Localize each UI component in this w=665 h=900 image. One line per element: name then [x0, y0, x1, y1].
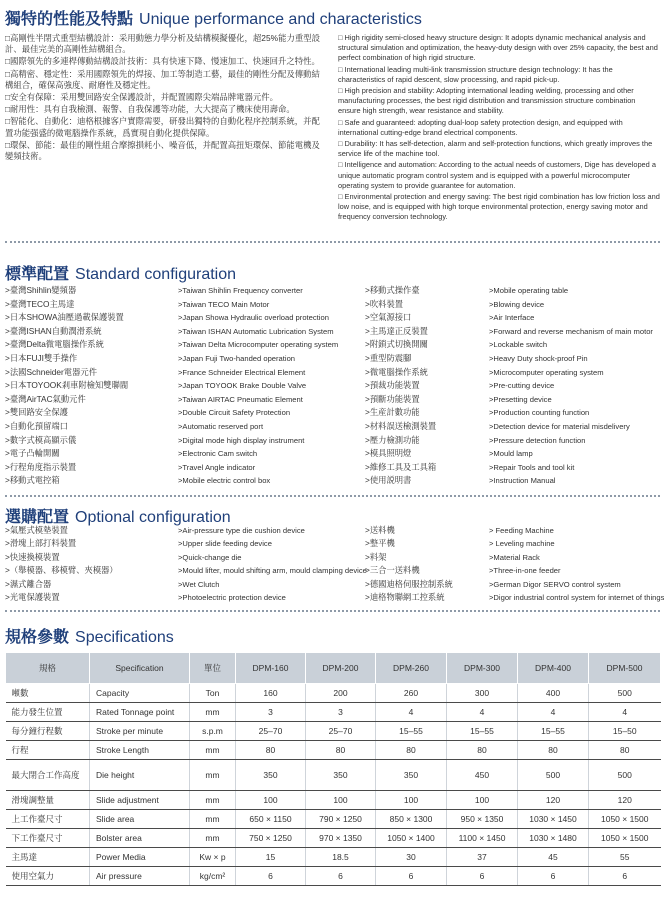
table-row	[6, 810, 661, 829]
config-item: >France Schneider Electrical Element	[178, 367, 306, 377]
column-header: 規格	[6, 653, 90, 684]
spec-unit: kg/cm²	[190, 867, 236, 886]
spec-value: 25–70	[236, 722, 306, 741]
spec-value: 350	[376, 760, 447, 791]
spec-value: 3	[306, 703, 376, 722]
spec-value: 6	[236, 867, 306, 886]
feature-item-en: □ Safe and guaranteed: adopting dual-loop safety protection design, and equipped with international cutting-edge brand electrical components.	[338, 117, 623, 137]
config-item: >Mobile operating table	[489, 286, 569, 295]
config-item: >Mould lamp	[489, 449, 533, 459]
config-item: >法國Schneider電器元件	[5, 366, 97, 377]
config-item: >使用説明書	[365, 475, 412, 486]
spec-value: 100	[376, 791, 447, 810]
config-item: > Leveling machine	[489, 539, 555, 549]
spec-value: 15–55	[518, 722, 589, 741]
config-item: >自動化預留端口	[5, 420, 68, 431]
spec-value: 200	[306, 684, 376, 703]
standard-cn-list-2	[365, 284, 436, 488]
spec-name-cn: 每分鐘行程數	[6, 722, 90, 741]
spec-value: 15–55	[447, 722, 518, 741]
feature-item-en: □ Environmental protection and energy saving: The best rigid combination has low friction loss and low noise, and is equipped with high torque environmental protection, energy saving motor and frequency conversion technology.	[338, 192, 660, 222]
spec-name-en: Rated Tonnage point	[90, 703, 190, 722]
specifications-table	[5, 652, 661, 886]
config-item: >電子凸輪開關	[5, 448, 60, 459]
config-item: >Three-in-one feeder	[489, 566, 561, 576]
spec-value: 4	[518, 703, 589, 722]
config-item: >Air-pressure type die cushion device	[178, 526, 305, 535]
spec-value: 4	[447, 703, 518, 722]
spec-value: 400	[518, 684, 589, 703]
spec-value: 6	[447, 867, 518, 886]
feature-item-en: □ High precision and stability: Adopting international leading welding, processing and other manufacturing processes, the best rigid distribution and transmission structure combination ensure high strength, wear resistance and stability.	[338, 86, 636, 116]
spec-value: 4	[589, 703, 661, 722]
spec-value: 120	[589, 791, 661, 810]
feature-item-en: □ High rigidity semi-closed heavy structure design: It adopts dynamic mechanical analysis and structural simulation and optimization, the heavy-duty design with over 25% capacity, the best and perfect combination of high rigid structure.	[338, 33, 658, 63]
standard-cn-list-1	[5, 284, 128, 488]
spec-unit: mm	[190, 791, 236, 810]
column-header: 單位	[190, 653, 236, 684]
spec-value: 120	[518, 791, 589, 810]
config-item: >臺灣ISHAN自動潤滑系統	[5, 325, 102, 336]
config-item: >Taiwan Delta Microcomputer operating system	[178, 340, 339, 350]
config-item: >Japan TOYOOK Brake Double Valve	[178, 381, 307, 391]
optional-title-cn: 選購配置	[5, 509, 70, 526]
features-cn-column	[5, 33, 321, 163]
config-item: >快速換模裝置	[5, 551, 60, 562]
config-item: >材料誤送檢測裝置	[365, 420, 437, 431]
config-item: >Forward and reverse mechanism of main motor	[489, 326, 653, 336]
column-header: DPM-400	[518, 653, 589, 684]
spec-unit: s.p.m	[190, 722, 236, 741]
spec-value: 15–50	[589, 722, 661, 741]
spec-unit: mm	[190, 741, 236, 760]
optional-title-en: Optional configuration	[75, 509, 231, 526]
config-item: >臺灣Shihlin變頻器	[5, 285, 77, 295]
spec-value: 100	[306, 791, 376, 810]
spec-name-cn: 噸數	[6, 684, 90, 703]
spec-name-en: Air pressure	[90, 867, 190, 886]
spec-value: 100	[447, 791, 518, 810]
standard-section-title	[5, 261, 236, 284]
table-row	[6, 848, 661, 867]
spec-value: 30	[376, 848, 447, 867]
spec-value: 6	[376, 867, 447, 886]
spec-name-cn: 滑塊調整量	[6, 791, 90, 810]
feature-item-cn: □耐用性：具有自我檢測、報警、自我保護等功能，大大提高了機床使用壽命。	[5, 104, 295, 115]
config-item: >臺灣Delta微電腦操作系統	[5, 339, 104, 350]
config-item: >生産計數功能	[365, 407, 420, 418]
spec-name-cn: 下工作臺尺寸	[6, 829, 90, 848]
config-item: >Detection device for material misdelivery	[489, 421, 630, 431]
spec-value: 970 × 1350	[306, 829, 376, 848]
optional-en-list-1	[178, 524, 367, 604]
config-item: >吹料裝置	[365, 298, 404, 309]
config-item: >整平機	[365, 538, 395, 549]
spec-value: 350	[236, 760, 306, 791]
config-item: > Feeding Machine	[489, 526, 554, 535]
spec-value: 1100 × 1450	[447, 829, 518, 848]
spec-name-en: Capacity	[90, 684, 190, 703]
spec-unit: Kw × p	[190, 848, 236, 867]
spec-name-cn: 能力發生位置	[6, 703, 90, 722]
column-header: DPM-260	[376, 653, 447, 684]
feature-item-cn: □安全有保障：采用雙回路安全保護設計，并配置國際尖端品牌電器元件。	[5, 92, 279, 103]
spec-value: 750 × 1250	[236, 829, 306, 848]
spec-name-en: Stroke Length	[90, 741, 190, 760]
column-header: DPM-200	[306, 653, 376, 684]
config-item: >日本FUJI雙手操作	[5, 352, 78, 363]
config-item: >Electronic Cam switch	[178, 449, 258, 459]
config-item: >Repair Tools and tool kit	[489, 462, 575, 472]
table-header-row	[6, 653, 661, 684]
config-item: >Pressure detection function	[489, 435, 586, 445]
config-item: >模具照明燈	[365, 448, 412, 459]
config-item: >微電腦操作系統	[365, 366, 428, 377]
spec-value: 300	[447, 684, 518, 703]
config-item: >Heavy Duty shock-proof Pin	[489, 353, 588, 363]
spec-value: 25–70	[306, 722, 376, 741]
optional-cn-list-2	[365, 524, 453, 604]
config-item: >濕式離合器	[5, 578, 52, 589]
spec-unit: mm	[190, 829, 236, 848]
spec-value: 55	[589, 848, 661, 867]
config-item: >空氣源接口	[365, 312, 412, 323]
config-item: >移動式操作臺	[365, 285, 420, 295]
section-divider	[5, 495, 660, 497]
spec-value: 80	[589, 741, 661, 760]
feature-item-en: □ International leading multi-link transmission structure design technology: It has the characteristics of rapid descent, slow processing, and rapid pick-up.	[338, 64, 613, 84]
config-item: >Travel Angle indicator	[178, 462, 256, 472]
config-item: >移動式電控箱	[5, 475, 60, 486]
feature-item-cn: □高剛性半閉式重型結構設計：采用動態力學分析及結構模擬優化，超25%能力重型設計、最佳完美的高剛性結構組合。	[5, 33, 320, 55]
config-item: >三合一送料機	[365, 565, 420, 576]
spec-value: 4	[376, 703, 447, 722]
optional-config-list	[5, 524, 665, 606]
column-header: DPM-500	[589, 653, 661, 684]
spec-name-cn: 主馬達	[6, 848, 90, 867]
config-item: >Quick-change die	[178, 552, 242, 562]
standard-en-list-2	[489, 284, 653, 488]
config-item: >主馬達正反裝置	[365, 325, 428, 336]
config-item: >料架	[365, 551, 387, 562]
config-item: >Upper slide feeding device	[178, 539, 272, 549]
standard-config-list	[5, 284, 660, 490]
config-item: >數字式模高顯示儀	[5, 434, 77, 445]
column-header: DPM-300	[447, 653, 518, 684]
spec-value: 1030 × 1450	[518, 810, 589, 829]
spec-value: 80	[376, 741, 447, 760]
config-item: >預裁功能裝置	[365, 380, 420, 391]
unique-title-en: Unique performance and characteristics	[139, 11, 422, 28]
table-row	[6, 829, 661, 848]
feature-item-cn: □環保、節能：最佳的剛性組合摩擦損耗小、噪音低，并配置高扭矩環保、節能電機及變頻技術。	[5, 139, 320, 162]
optional-cn-list-1	[5, 524, 118, 604]
config-item: >維修工具及工具箱	[365, 461, 437, 472]
config-item: >日本TOYOOK剎車附檢知雙聯閥	[5, 380, 129, 391]
spec-value: 45	[518, 848, 589, 867]
spec-value: 80	[447, 741, 518, 760]
config-item: >重型防震腳	[365, 352, 412, 363]
standard-title-en: Standard configuration	[75, 266, 237, 283]
unique-features	[5, 33, 660, 228]
config-item: >德國迪格伺服控制系統	[365, 578, 453, 589]
config-item: >Lockable switch	[489, 340, 548, 350]
table-body	[6, 684, 661, 886]
standard-title-cn: 標準配置	[5, 266, 70, 283]
spec-value: 100	[236, 791, 306, 810]
spec-value: 850 × 1300	[376, 810, 447, 829]
config-item: >Automatic reserved port	[178, 421, 264, 431]
spec-unit: mm	[190, 760, 236, 791]
config-item: >臺灣TECO主馬達	[5, 298, 75, 309]
config-item: >Air Interface	[489, 313, 535, 323]
feature-item-en: □ Durability: It has self-detection, alarm and self-protection functions, which greatly improves the service life of the machine tool.	[338, 139, 653, 159]
column-header: DPM-160	[236, 653, 306, 684]
spec-value: 3	[236, 703, 306, 722]
specs-title-en: Specifications	[75, 629, 174, 646]
spec-value: 500	[518, 760, 589, 791]
feature-item-cn: □高精密、穩定性：采用國際領先的焊接、加工等制造工藝，最佳的剛性分配及傳動結構組合，確保高強度、耐磨性及穩定性。	[5, 68, 320, 90]
spec-value: 350	[306, 760, 376, 791]
spec-value: 6	[589, 867, 661, 886]
config-item: >Presetting device	[489, 394, 552, 404]
spec-value: 500	[589, 760, 661, 791]
table-row	[6, 741, 661, 760]
section-divider	[5, 610, 660, 612]
config-item: >Taiwan AIRTAC Pneumatic Element	[178, 394, 303, 404]
spec-value: 80	[518, 741, 589, 760]
spec-unit: Ton	[190, 684, 236, 703]
specs-section-title	[5, 624, 174, 647]
specs-title-cn: 規格參數	[5, 629, 70, 646]
table-row	[6, 867, 661, 886]
feature-item-cn: □智能化、自動化：迪格根據客户實際需要，研發出獨特的自動化程序控制系統，并配置功能强盛的微電腦操作系統，爲實現自動化提供保障。	[5, 116, 320, 138]
section-divider	[5, 241, 660, 243]
config-item: >Mobile electric control box	[178, 476, 271, 486]
config-item: >Mould lifter, mould shifting arm, mould clamping device	[178, 566, 367, 576]
spec-value: 80	[306, 741, 376, 760]
table-row	[6, 760, 661, 791]
feature-item-cn: □國際領先的多連桿傳動結構設計技術：具有快速下降、慢速加工、快速回升之特性。	[5, 56, 320, 67]
unique-section-title	[5, 6, 422, 29]
spec-value: 80	[236, 741, 306, 760]
config-item: >Microcomputer operating system	[489, 367, 604, 377]
config-item: >Blowing device	[489, 299, 545, 309]
spec-name-en: Die height	[90, 760, 190, 791]
config-item: >Taiwan ISHAN Automatic Lubrication System	[178, 326, 334, 336]
table-row	[6, 684, 661, 703]
spec-name-en: Bolster area	[90, 829, 190, 848]
config-item: >光電保護裝置	[5, 591, 60, 602]
spec-value: 950 × 1350	[447, 810, 518, 829]
table-row	[6, 791, 661, 810]
config-item: >Double Circuit Safety Protection	[178, 408, 291, 418]
standard-en-list-1	[178, 284, 338, 488]
spec-value: 450	[447, 760, 518, 791]
config-item: >Digital mode high display instrument	[178, 435, 305, 445]
spec-name-en: Slide area	[90, 810, 190, 829]
spec-value: 1050 × 1500	[589, 810, 661, 829]
config-item: >預斷功能裝置	[365, 393, 420, 404]
optional-en-list-2	[489, 524, 664, 604]
spec-value: 1050 × 1500	[589, 829, 661, 848]
spec-value: 500	[589, 684, 661, 703]
config-item: >送料機	[365, 525, 395, 535]
config-item: >Digor industrial control system for internet of things	[489, 592, 665, 602]
spec-value: 260	[376, 684, 447, 703]
config-item: >German Digor SERVO control system	[489, 579, 621, 589]
spec-value: 18.5	[306, 848, 376, 867]
config-item: >Photoelectric protection device	[178, 592, 286, 602]
table-row	[6, 722, 661, 741]
column-header: Specification	[90, 653, 190, 684]
spec-name-en: Stroke per minute	[90, 722, 190, 741]
config-item: >壓力檢測功能	[365, 434, 420, 445]
config-item: >臺灣AirTAC氣動元件	[5, 393, 86, 404]
config-item: >雙回路安全保護	[5, 407, 68, 418]
config-item: >Japan Showa Hydraulic overload protection	[178, 313, 329, 323]
config-item: >Taiwan Shihlin Frequency converter	[178, 286, 303, 295]
config-item: >迪格物聯網工控系統	[365, 591, 445, 602]
config-item: >Material Rack	[489, 552, 540, 562]
table-row	[6, 703, 661, 722]
spec-unit: mm	[190, 810, 236, 829]
spec-value: 790 × 1250	[306, 810, 376, 829]
spec-value: 1030 × 1480	[518, 829, 589, 848]
spec-name-cn: 使用空氣力	[6, 867, 90, 886]
config-item: >Pre-cutting device	[489, 381, 555, 391]
spec-value: 37	[447, 848, 518, 867]
config-item: >Wet Clutch	[178, 579, 220, 589]
spec-unit: mm	[190, 703, 236, 722]
spec-value: 15–55	[376, 722, 447, 741]
config-item: >Taiwan TECO Main Motor	[178, 299, 270, 309]
spec-name-cn: 上工作臺尺寸	[6, 810, 90, 829]
spec-name-en: Slide adjustment	[90, 791, 190, 810]
config-item: >行程角度指示裝置	[5, 461, 77, 472]
config-item: >（舉模器、移模臂、夾模器）	[5, 565, 118, 576]
config-item: >附鎖式切換開關	[365, 339, 428, 350]
config-item: >Instruction Manual	[489, 476, 556, 486]
spec-value: 1050 × 1400	[376, 829, 447, 848]
spec-value: 160	[236, 684, 306, 703]
config-item: >Japan Fuji Two-handed operation	[178, 353, 296, 363]
feature-item-en: □ Intelligence and automation: According to the actual needs of customers, Dige has developed a unique automatic program control system and is equipped with a powerful microcomputer operating system to provide guarantee for automation.	[338, 160, 656, 190]
spec-value: 15	[236, 848, 306, 867]
config-item: >Production counting function	[489, 408, 590, 418]
config-item: >日本SHOWA油壓過載保護裝置	[5, 312, 124, 323]
config-item: >滑塊上部打料裝置	[5, 538, 77, 549]
spec-value: 650 × 1150	[236, 810, 306, 829]
features-en-column	[338, 33, 660, 224]
spec-name-cn: 最大閉合工作高度	[6, 760, 90, 791]
unique-title-cn: 獨特的性能及特點	[5, 11, 134, 28]
spec-value: 6	[306, 867, 376, 886]
config-item: >氣壓式模墊裝置	[5, 525, 68, 535]
spec-value: 6	[518, 867, 589, 886]
spec-name-en: Power Media	[90, 848, 190, 867]
spec-name-cn: 行程	[6, 741, 90, 760]
